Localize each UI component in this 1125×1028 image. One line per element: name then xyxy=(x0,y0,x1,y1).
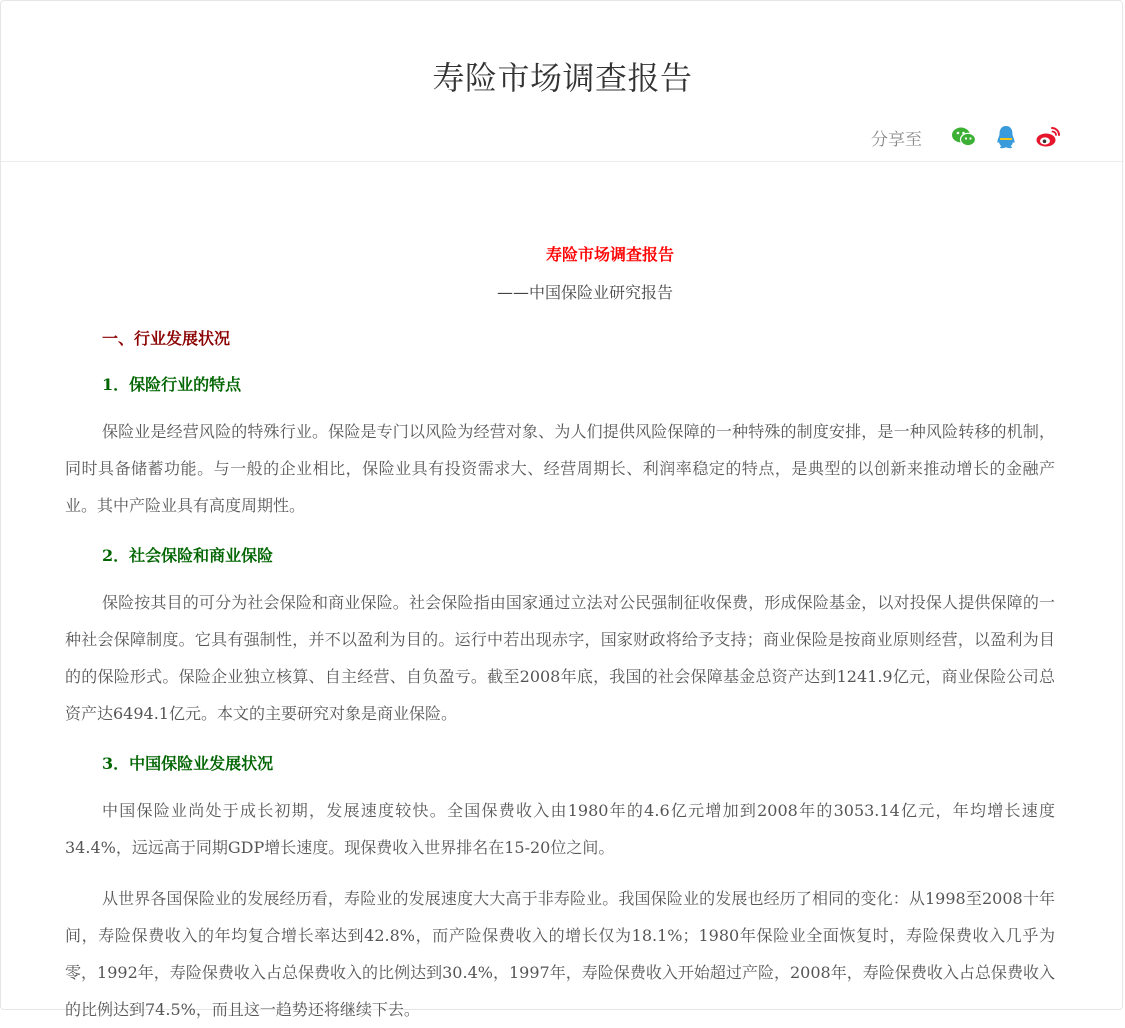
document-title: 寿险市场调查报告 xyxy=(545,245,674,264)
wechat-icon[interactable] xyxy=(950,123,978,151)
paragraph: 中国保险业尚处于成长初期，发展速度较快。全国保费收入由1980年的4.6亿元增加到2008年的3053.14亿元，年均增长速度34.4%，远远高于同期GDP增长速度。现保费收入世界排名在15-20位之间。 xyxy=(65,801,1055,857)
paragraph: 保险按其目的可分为社会保险和商业保险。社会保险指由国家通过立法对公民强制征收保费，形成保险基金，以对投保人提供保障的一种社会保障制度。它具有强制性，并不以盈利为目的。运行中若出现赤字，国家财政将给予支持；商业保险是按商业原则经营，以盈利为目的的保险形式。保险企业独立核算、自主经营、自负盈亏。截至2008年底，我国的社会保障基金总资产达到1241.9亿元，商业保险公司总资产达6494.1亿元。本文的主要研究对象是商业保险。 xyxy=(65,593,1055,723)
section-heading: 一、行业发展状况 xyxy=(102,329,231,348)
qq-icon[interactable] xyxy=(992,123,1020,151)
share-label: 分享至 xyxy=(871,129,922,150)
subsection-heading: 1．保险行业的特点 xyxy=(102,375,242,394)
article-body xyxy=(65,241,1055,1028)
share-bar xyxy=(871,121,1062,153)
paragraph: 从世界各国保险业的发展经历看，寿险业的发展速度大大高于非寿险业。我国保险业的发展也经历了相同的变化：从1998至2008十年间，寿险保费收入的年均复合增长率达到42.8%，而产险保费收入的增长仅为18.1%；1980年保险业全面恢复时，寿险保费收入几乎为零，1992年，寿险保费收入占总保费收入的比例达到30.4%，1997年，寿险保费收入开始超过产险，2008年，寿险保费收入占总保费收入的比例达到74.5%，而且这一趋势还将继续下去。 xyxy=(65,889,1055,1019)
subsection-heading: 3．中国保险业发展状况 xyxy=(102,754,274,773)
page-title: 寿险市场调查报告 xyxy=(432,59,693,97)
weibo-icon[interactable] xyxy=(1034,123,1062,151)
page-header xyxy=(1,1,1124,162)
paragraph: 保险业是经营风险的特殊行业。保险是专门以风险为经营对象、为人们提供风险保障的一种特殊的制度安排，是一种风险转移的机制，同时具备储蓄功能。与一般的企业相比，保险业具有投资需求大、经营周期长、利润率稳定的特点，是典型的以创新来推动增长的金融产业。其中产险业具有高度周期性。 xyxy=(65,422,1055,515)
document-subtitle: ——中国保险业研究报告 xyxy=(496,283,673,302)
subsection-heading: 2．社会保险和商业保险 xyxy=(102,546,274,565)
